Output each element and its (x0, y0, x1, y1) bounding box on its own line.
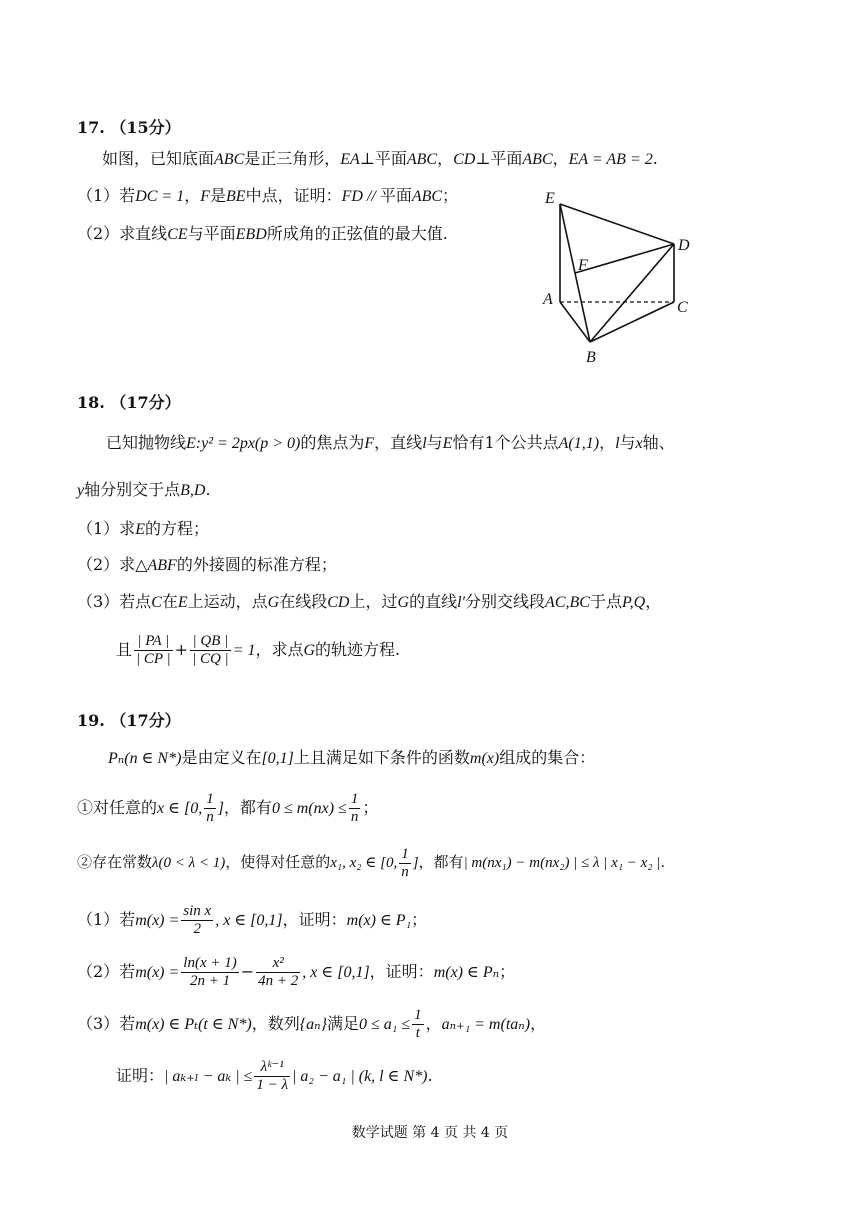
q19-condition-1: ①对任意的x ∈ [0, $\frac{1}{n}$ ]，都有0 ≤ m(nx) ≤ $\frac{1}{n}$ ； (77, 791, 379, 825)
q19-stem: Pₙ(n ∈ N*)是由定义在[0,1]上且满足如下条件的函数m(x)组成的集合： (108, 748, 596, 767)
q17-part-1: （1）若DC = 1，F是BE中点，证明：FD // 平面ABC； (77, 186, 459, 205)
label-C: C (677, 299, 688, 316)
edge-BD (590, 244, 674, 342)
q19-part-3-proof: 证明：| aₖ₊ₗ − aₖ | ≤ $\frac{\text{λᵏ⁻¹}}{1 - \lambda}$ | a₂ − a₁ | (k, l ∈ N*). (116, 1059, 433, 1093)
label-A: A (543, 291, 553, 308)
q18-stem-line-2: y轴分别交于点B,D. (77, 480, 211, 499)
question-19-title: 19. （17分） (77, 711, 181, 730)
fraction-qb-cq: $\frac{| QB |}{| CQ |}$ (192, 633, 229, 667)
q18-part-3-condition: 且 $\frac{| PA |}{| CP |}$ + $\frac{| QB |}{| CQ |}$ = 1，求点G的轨迹方程. (116, 633, 401, 667)
label-D: D (678, 237, 690, 254)
page-footer: 数学试题 第 4 页 共 4 页 (351, 1125, 509, 1141)
q19-part-3: （3）若m(x) ∈ Pₜ(t ∈ N*)，数列{aₙ}满足0 ≤ a₁ ≤ $\frac{1}{t}$ ，aₙ₊₁ = m(taₙ)， (77, 1007, 547, 1041)
question-18-title: 18. （17分） (77, 393, 181, 412)
label-F: F (578, 257, 588, 274)
q19-condition-2: ②存在常数λ(0 < λ < 1)，使得对任意的x₁, x₂ ∈ [0, $\frac{1}{n}$ ]，都有| m(nx₁) − m(nx₂) | ≤ λ | x₁ − x₂ |. (77, 845, 666, 880)
edge-BC (590, 302, 674, 342)
fraction-pa-cp: $\frac{| PA |}{| CP |}$ (136, 633, 171, 667)
q18-part-1: （1）求E的方程； (77, 519, 209, 538)
edge-ED (560, 204, 674, 244)
edge-FD (575, 244, 674, 273)
q19-part-2: （2）若m(x) = $\frac{\ln(x + 1)}{2n + 1}$ − $\frac{\text{x²}}{4n + 2}$ , x ∈ [0,1]，证明：m(x) ∈ Pₙ； (77, 955, 516, 989)
q18-part-3: （3）若点C在E上运动，点G在线段CD上，过G的直线l′分别交线段AC,BC于点P,Q， (77, 592, 662, 611)
q17-part-2: （2）求直线CE与平面EBD所成角的正弦值的最大值. (77, 224, 448, 243)
q18-stem-line-1: 已知抛物线E:y² = 2px(p > 0)的焦点为F，直线l与E恰有1个公共点A(1,1)，l与x轴、 (106, 433, 675, 452)
q17-stem: 如图，已知底面ABC是正三角形，EA⊥平面ABC，CD⊥平面ABC，EA = AB = 2. (102, 149, 658, 168)
q18-part-2: （2）求△ABF的外接圆的标准方程； (77, 555, 337, 574)
question-17-title: 17. （15分） (77, 118, 181, 137)
q19-part-1: （1）若m(x) = $\frac{\text{sin x}}{2}$ , x ∈ [0,1]，证明：m(x) ∈ P₁； (77, 903, 428, 937)
label-B: B (586, 349, 596, 366)
q17-geometry-figure (528, 182, 708, 372)
label-E: E (545, 190, 555, 207)
